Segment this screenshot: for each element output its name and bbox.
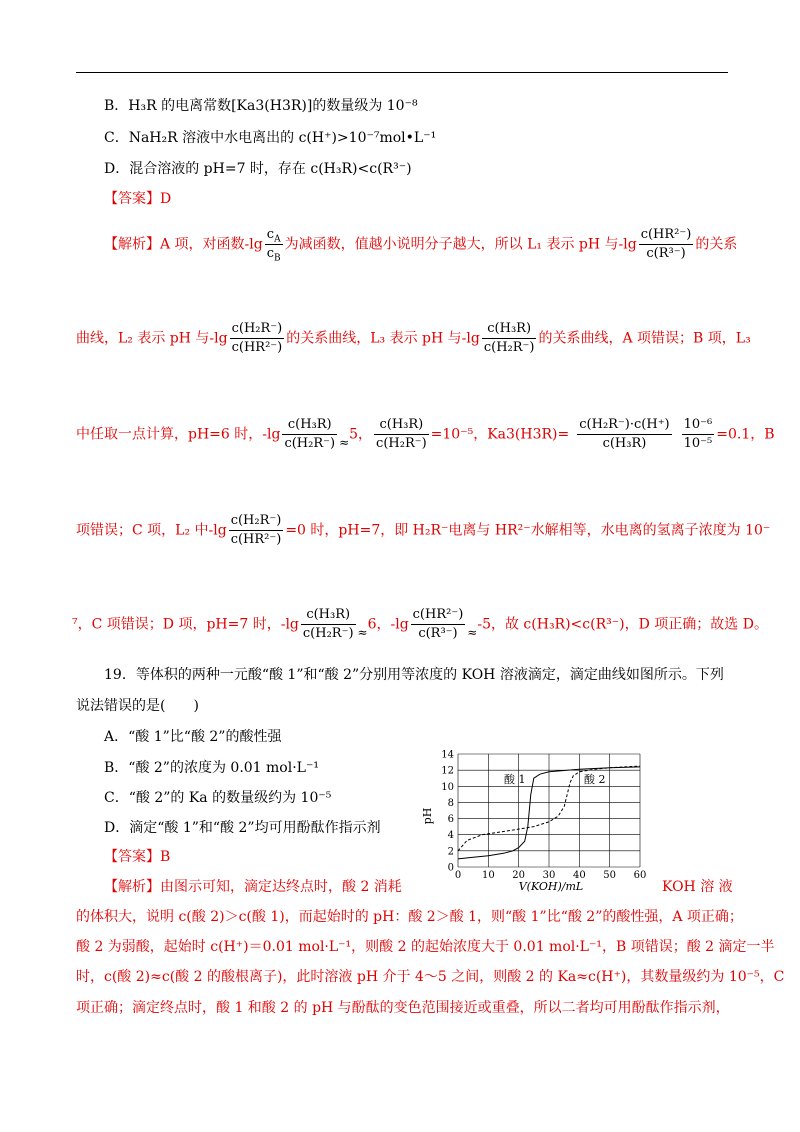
analysis-text: =0.1，B <box>716 426 775 443</box>
chart-ticks <box>441 750 646 882</box>
frac-den: c(R³⁻) <box>418 626 458 641</box>
x-tick-label: 0 <box>454 870 462 881</box>
frac-den: c(H₂R⁻) <box>302 626 354 641</box>
x-tick-label: 60 <box>633 870 647 881</box>
frac-den: c(HR²⁻) <box>231 340 283 355</box>
fraction-h2r-hr <box>230 320 285 357</box>
y-tick-label: 6 <box>447 814 454 826</box>
analysis-line-1: 【解析】由图示可知，滴定达终点时，酸 2 消耗 <box>104 879 402 895</box>
analysis-text: 的关系曲线，A 项错误；B 项，L₃ <box>538 330 751 347</box>
series-label-acid-2: 酸 2 <box>584 773 606 786</box>
y-tick-label: 2 <box>447 846 454 858</box>
option-c: C．NaH₂R 溶液中水电离出的 c(H⁺)>10⁻⁷mol•L⁻¹ <box>104 130 437 146</box>
y-tick-label: 10 <box>441 781 454 793</box>
header-rule <box>76 72 728 73</box>
frac-num-sub: A <box>274 234 281 245</box>
question-stem-1: 19．等体积的两种一元酸“酸 1”和“酸 2”分别用等浓度的 KOH 溶液滴定，滴定曲线如图所示。下列 <box>104 667 724 683</box>
frac-den-sub: B <box>274 253 281 264</box>
analysis-text: ⁷，C 项错误；D 项，pH=7 时，-lg <box>72 616 299 633</box>
option-b: B．H₃R 的电离常数[Ka3(H3R)]的数量级为 10⁻⁸ <box>104 98 418 114</box>
frac-den: c(HR²⁻) <box>230 532 282 547</box>
analysis-text: 的关系 <box>695 236 738 253</box>
y-tick-label: 0 <box>447 862 454 874</box>
frac-den: c(H₂R⁻) <box>483 340 535 355</box>
frac-den: c(H₃R) <box>602 436 647 451</box>
frac-num: c(H₃R) <box>282 416 337 435</box>
approx-sign: ≈ <box>357 625 368 640</box>
x-tick-label: 50 <box>603 870 617 881</box>
frac-num: c(H₃R) <box>301 606 356 625</box>
analysis-line-3 <box>76 416 775 453</box>
analysis-line-5: 项正确；滴定终点时，酸 1 和酸 2 的 pH 与酚酞的变色范围接近或重叠，所以二者均可用酚酞作指示剂， <box>76 1000 730 1016</box>
analysis-line-4: 时，c(酸 2)≈c(酸 2 的酸根离子)，此时溶液 pH 介于 4～5 之间，则酸 2 的 Ka≈c(H⁺)，其数量级约为 10⁻⁵，C <box>76 969 785 985</box>
fraction-ka3 <box>577 416 671 453</box>
answer-label: 【答案】B <box>104 849 171 865</box>
approx-sign: ≈ <box>339 435 350 450</box>
fraction-powers <box>682 416 715 453</box>
analysis-text: 为减函数，值越小说明分子越大，所以 L₁ 表示 pH 与-lg <box>284 236 637 253</box>
fraction-h3r-h2r <box>374 416 429 453</box>
analysis-text: 6，-lg <box>367 616 409 633</box>
analysis-line-1b: KOH 溶 液 <box>662 879 733 895</box>
x-tick-label: 40 <box>572 870 586 881</box>
analysis-text: =0 时，pH=7，即 H₂R⁻电离与 HR²⁻水解相等，水电离的氢离子浓度为 10⁻ <box>285 522 771 539</box>
chart-grid <box>458 754 640 867</box>
option-b: B．“酸 2”的浓度为 0.01 mol·L⁻¹ <box>104 760 319 776</box>
frac-den: c(R³⁻) <box>646 246 686 261</box>
option-c: C．“酸 2”的 Ka 的数量级约为 10⁻⁵ <box>104 790 332 806</box>
frac-num: c(H₂R⁻) <box>230 320 285 339</box>
frac-num: c(HR²⁻) <box>639 226 694 245</box>
frac-num: c(H₃R) <box>374 416 429 435</box>
analysis-line-3: 酸 2 为弱酸，起始时 c(H⁺)＝0.01 mol·L⁻¹，则酸 2 的起始浓度大于 0.01 mol·L⁻¹，B 项错误；酸 2 滴定一半 <box>76 939 775 955</box>
x-axis-label: V(KOH)/mL <box>518 880 584 892</box>
approx-sign: ≈ <box>467 625 478 640</box>
y-tick-label: 4 <box>447 830 454 842</box>
fraction-h3r-h2r <box>282 416 337 453</box>
frac-num: c(H₃R) <box>482 320 537 339</box>
analysis-text: 5， <box>349 426 373 443</box>
frac-num: c <box>266 227 275 242</box>
frac-den: c(H₂R⁻) <box>284 436 336 451</box>
option-a: A．“酸 1”比“酸 2”的酸性强 <box>104 729 282 745</box>
analysis-line-4 <box>76 512 770 549</box>
y-tick-label: 14 <box>441 749 454 761</box>
frac-num: c(H₂R⁻)·c(H⁺) <box>577 416 671 435</box>
frac-num: 10⁻⁶ <box>682 416 715 435</box>
analysis-text: -5，故 c(H₃R)<c(R³⁻)，D 项正确；故选 D。 <box>477 616 768 633</box>
analysis-line-2: 的体积大，说明 c(酸 2)＞c(酸 1)，而起始时的 pH：酸 2＞酸 1，则“酸 1”比“酸 2”的酸性强，A 项正确； <box>76 909 743 925</box>
fraction-hr-r <box>411 606 466 643</box>
y-axis-label: pH <box>421 807 434 825</box>
fraction-h3r-h2r <box>301 606 356 643</box>
frac-den: c(H₂R⁻) <box>376 436 427 451</box>
titration-chart <box>418 744 660 892</box>
fraction-h2r-hr <box>229 512 284 549</box>
analysis-text: 项错误；C 项，L₂ 中-lg <box>76 522 227 539</box>
fraction-ca-cb <box>265 226 283 263</box>
analysis-line-5 <box>72 606 768 643</box>
analysis-line-2 <box>76 320 751 357</box>
analysis-line-1 <box>104 226 737 263</box>
analysis-text: 中任取一点计算，pH=6 时，-lg <box>76 426 281 443</box>
y-tick-label: 12 <box>441 765 454 777</box>
analysis-text: 的关系曲线，L₃ 表示 pH 与-lg <box>286 330 480 347</box>
question-stem-2: 说法错误的是( ) <box>76 698 199 714</box>
y-tick-label: 8 <box>447 797 454 809</box>
answer-label: 【答案】D <box>104 191 172 207</box>
frac-den: 10⁻⁵ <box>683 436 713 451</box>
x-tick-label: 30 <box>542 870 556 881</box>
fraction-h3r-h2r <box>482 320 537 357</box>
analysis-text: 【解析】A 项，对函数-lg <box>104 236 263 253</box>
fraction-hr-r <box>639 226 694 263</box>
series-label-acid-1: 酸 1 <box>504 773 526 786</box>
frac-num: c(HR²⁻) <box>411 606 466 625</box>
frac-num: c(H₂R⁻) <box>229 512 284 531</box>
analysis-text: =10⁻⁵，Ka3(H3R)= <box>430 426 570 443</box>
option-d: D．混合溶液的 pH=7 时，存在 c(H₃R)<c(R³⁻) <box>104 161 412 177</box>
option-d: D．滴定“酸 1”和“酸 2”均可用酚酞作指示剂 <box>104 820 381 836</box>
analysis-text: 曲线，L₂ 表示 pH 与-lg <box>76 330 228 347</box>
x-tick-label: 10 <box>481 870 495 881</box>
frac-den: c <box>266 246 275 261</box>
x-tick-label: 20 <box>512 870 526 881</box>
